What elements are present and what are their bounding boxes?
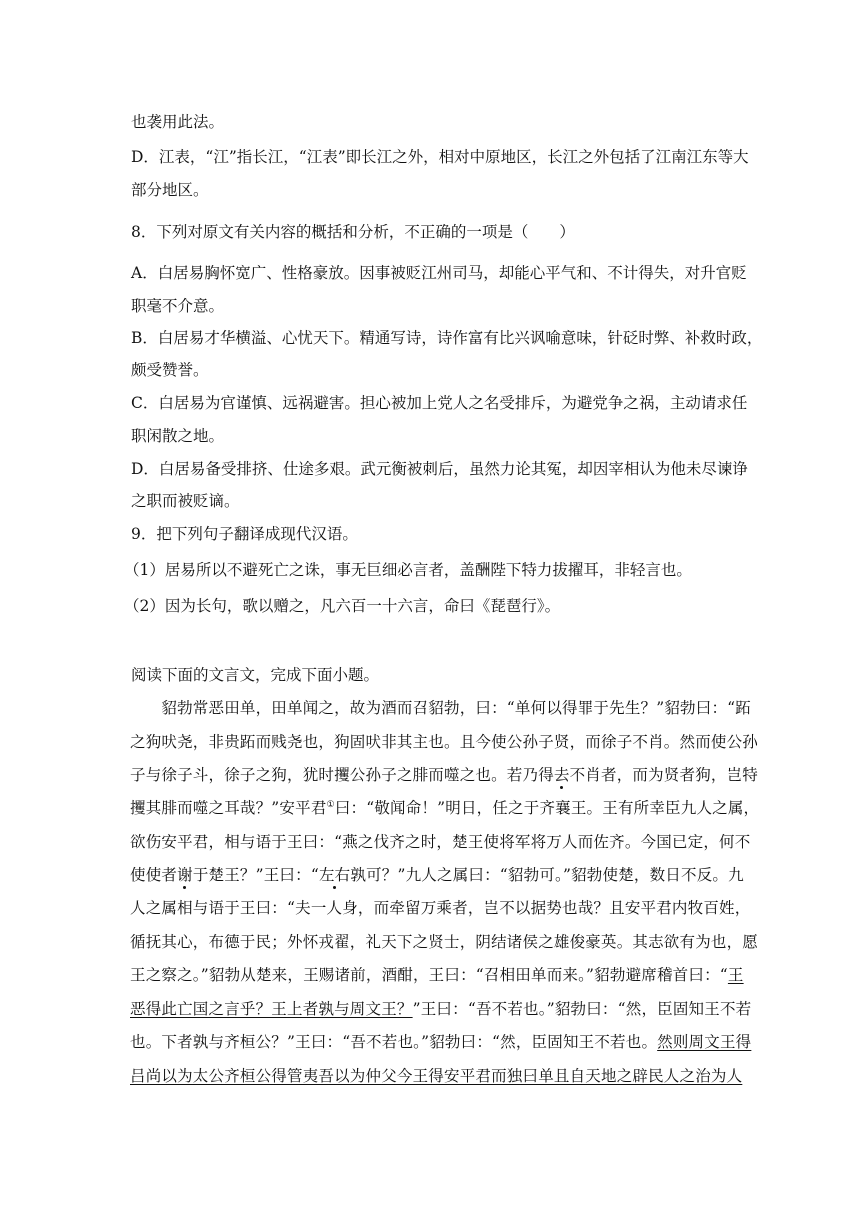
emphasis-dot-char: 左右 — [318, 866, 351, 884]
passage-line: 循抚其心，布德于民；外怀戎翟，礼天下之贤士，阴结诸侯之雄俊豪英。其志欲有为也，愿 — [130, 933, 759, 951]
passage-line: 恶得此亡国之言乎？王上者孰与周文王？”王曰：“吾不若也。”貂勃曰：“然，臣固知王不若 — [130, 1000, 752, 1018]
question-8: 8．下列对原文有关内容的概括和分析，不正确的一项是（ ） — [131, 223, 575, 241]
emphasis-dot-char: 去 — [553, 766, 570, 784]
passage-line: 攫其腓而噬之耳哉？”安平君①曰：“敬闻命！”明日，任之于齐襄王。王有所幸臣九人之属， — [130, 799, 760, 817]
reading-instruction: 阅读下面的文言文，完成下面小题。 — [131, 666, 380, 684]
option-b-line-1: B．白居易才华横溢、心忧天下。精通写诗，诗作富有比兴讽喻意味，针砭时弊、补救时政， — [131, 329, 763, 347]
passage-line: 貂勃常恶田单，田单闻之，故为酒而召貂勃，曰：“单何以得罪于先生？”貂勃曰：“跖 — [130, 699, 751, 717]
passage-line — [130, 1064, 742, 1088]
underlined-text: 王 — [727, 966, 744, 984]
option-b-line-2: 颇受赞誉。 — [131, 361, 209, 379]
option-d-line-1: D．江表，“江”指长江，“江表”即长江之外，相对中原地区，长江之外包括了江南江东等大 — [131, 148, 749, 166]
question-9: 9．把下列句子翻译成现代汉语。 — [131, 525, 358, 543]
option-c-line-1: C．白居易为官谨慎、远祸避害。担心被加上党人之名受排斥，为避党争之祸，主动请求任 — [131, 394, 748, 412]
passage-line: 王之察之。”貂勃从楚来，王赐诸前，酒酣，王曰：“召相田单而来。”貂勃避席稽首曰：“王 — [130, 966, 744, 984]
option-c-line-2: 职闲散之地。 — [131, 427, 225, 445]
underlined-text: 恶得此亡国之言乎？王上者孰与周文王？ — [130, 1000, 413, 1018]
option-a-line-1: A．白居易胸怀宽广、性格豪放。因事被贬江州司马，却能心平气和、不计得失，对升官贬 — [131, 264, 747, 282]
footnote-marker: ① — [326, 799, 335, 810]
question-9-item-1: （1）居易所以不避死亡之诛，事无巨细必言者，盖酬陛下特力拔擢耳，非轻言也。 — [124, 561, 692, 579]
passage-line: 人之属相与语于王曰：“夫一人身，而牵留万乘者，岂不以据势也哉？且安平君内牧百姓， — [130, 899, 751, 917]
underlined-text: 然则周文王得 — [657, 1033, 752, 1051]
option-d-line-2: 部分地区。 — [131, 181, 209, 199]
question-9-item-2: （2）因为长句，歌以赠之，凡六百一十六言，命曰《琵琶行》。 — [124, 597, 561, 615]
option-a-line-2: 职毫不介意。 — [131, 297, 225, 315]
passage-line: 子与徐子斗，徐子之狗，犹时攫公孙子之腓而噬之也。若乃得去不肖者，而为贤者狗，岂特 — [130, 766, 759, 784]
passage-line: 之狗吠尧，非贵跖而贱尧也，狗固吠非其主也。且今使公孙子贤，而徐子不肖。然而使公孙 — [130, 733, 759, 751]
passage-line: 欲伤安平君，相与语于王曰：“燕之伐齐之时，楚王使将军将万人而佐齐。今国已定，何不 — [130, 833, 751, 851]
option-d8-line-1: D．白居易备受排挤、仕途多艰。武元衡被刺后，虽然力论其冤，却因宰相认为他未尽谏诤 — [131, 460, 748, 478]
option-d8-line-2: 之职而被贬谪。 — [131, 492, 240, 510]
text-line: 也袭用此法。 — [131, 113, 225, 131]
emphasis-dot-char: 谢 — [177, 866, 193, 884]
underlined-text: 吕尚以为太公齐桓公得管夷吾以为仲父今王得安平君而独曰单且自天地之辟民人之治为人 — [130, 1067, 743, 1085]
passage-line: 使使者谢于楚王？”王曰：“左右孰可？”九人之属曰：“貂勃可。”貂勃使楚，数日不反。九 — [130, 866, 744, 884]
passage-line: 也。下者孰与齐桓公？”王曰：“吾不若也。”貂勃曰：“然，臣固知王不若也。然则周文王得 — [130, 1033, 752, 1051]
